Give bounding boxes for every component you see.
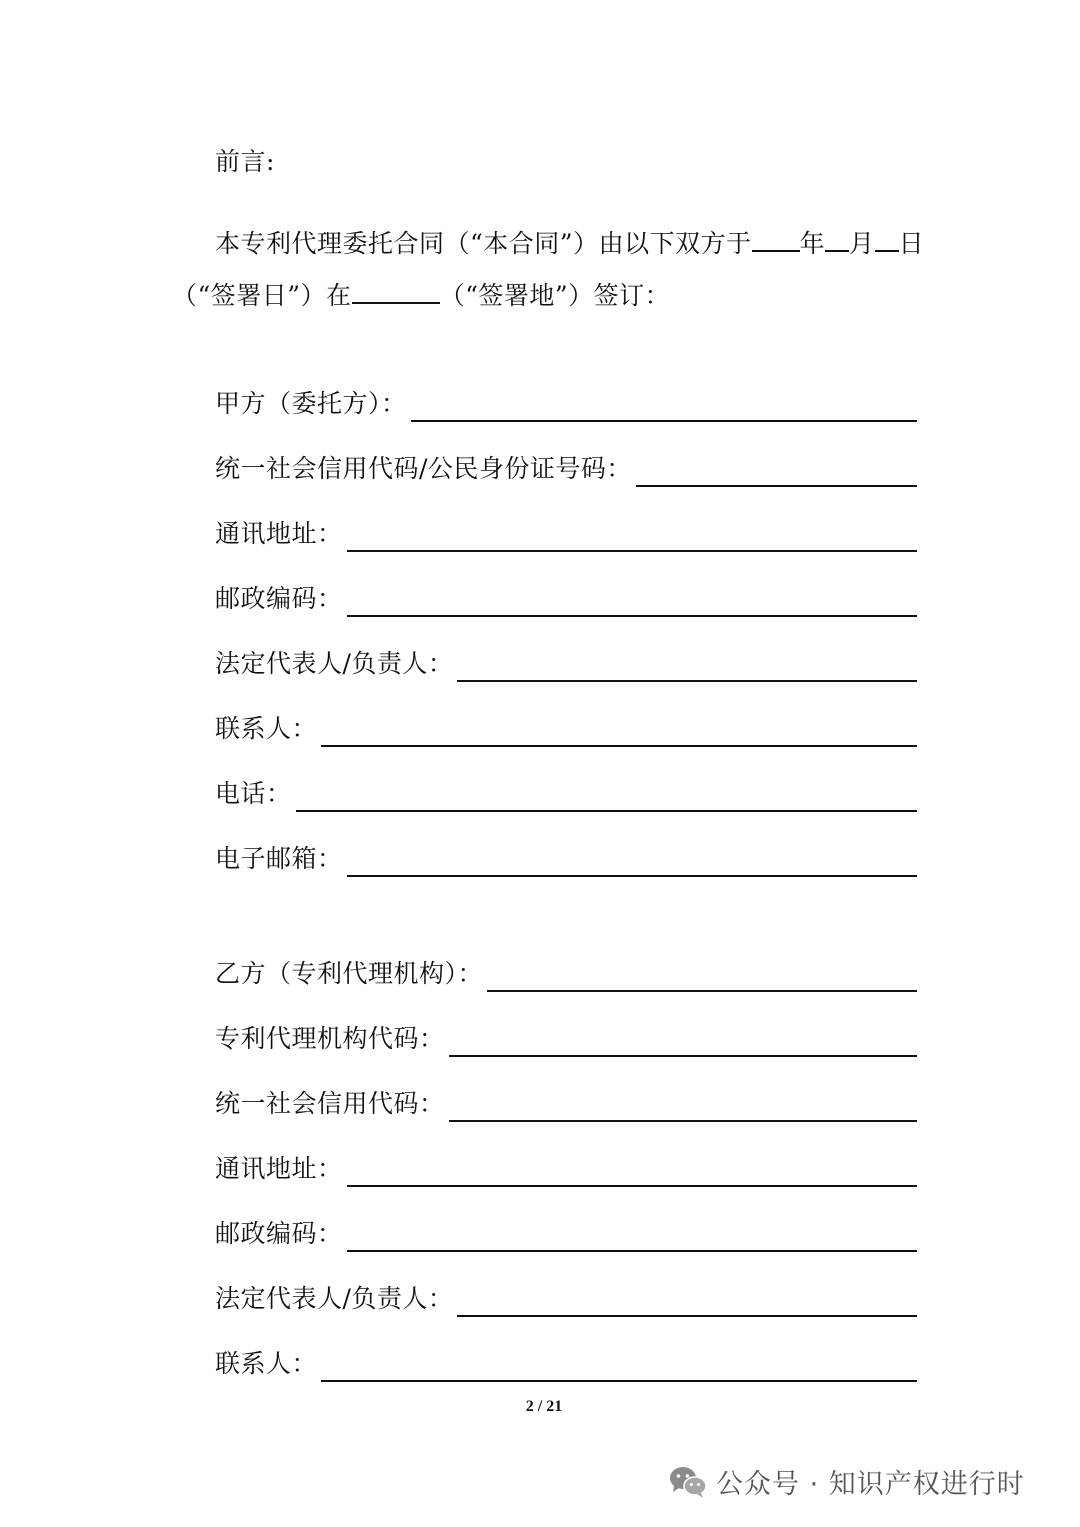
party-a-address-field bbox=[215, 512, 917, 552]
wechat-icon bbox=[668, 1465, 708, 1499]
party-b-credit-code-field bbox=[215, 1082, 917, 1122]
field-label: 邮政编码： bbox=[215, 584, 343, 613]
place-blank bbox=[352, 278, 440, 304]
intro-line-1 bbox=[215, 226, 924, 260]
field-label: 通讯地址： bbox=[215, 519, 343, 548]
year-label: 年 bbox=[799, 229, 826, 258]
fill-line bbox=[457, 650, 917, 682]
month-label: 月 bbox=[849, 229, 875, 258]
fill-line bbox=[411, 390, 917, 422]
field-label: 联系人： bbox=[215, 714, 318, 743]
party-a-credit-code-field bbox=[215, 447, 917, 487]
party-a-phone-field bbox=[215, 772, 917, 812]
fill-line bbox=[321, 1350, 917, 1382]
field-label: 电子邮箱： bbox=[215, 844, 343, 873]
party-a-name-field bbox=[215, 382, 917, 422]
party-b-postcode-field bbox=[215, 1212, 917, 1252]
party-a-email-field bbox=[215, 837, 917, 877]
intro-text-2: （“签署日”）在 bbox=[172, 281, 352, 310]
month-blank bbox=[825, 226, 849, 252]
preface-heading: 前言: bbox=[215, 147, 275, 176]
day-label: 日 bbox=[898, 229, 925, 258]
party-b-agency-code-field bbox=[215, 1017, 917, 1057]
intro-text-3: （“签署地”）签订： bbox=[439, 281, 671, 310]
fill-line bbox=[347, 1220, 917, 1252]
party-b-representative-field bbox=[215, 1277, 917, 1317]
page-number: 2 / 21 bbox=[525, 1398, 563, 1415]
party-b-contact-field bbox=[215, 1342, 917, 1382]
field-label: 通讯地址： bbox=[215, 1154, 343, 1183]
fill-line bbox=[457, 1285, 917, 1317]
party-b-name-field bbox=[215, 952, 917, 992]
intro-text-1: 本专利代理委托合同（“本合同”）由以下双方于 bbox=[215, 229, 752, 258]
fill-line bbox=[449, 1090, 917, 1122]
party-a-representative-field bbox=[215, 642, 917, 682]
fill-line bbox=[449, 1025, 917, 1057]
field-label: 专利代理机构代码： bbox=[215, 1024, 445, 1053]
field-label: 统一社会信用代码： bbox=[215, 1089, 445, 1118]
field-label: 统一社会信用代码/公民身份证号码： bbox=[215, 454, 632, 483]
field-label: 法定代表人/负责人： bbox=[215, 649, 454, 678]
fill-line bbox=[347, 585, 917, 617]
intro-line-2 bbox=[172, 278, 670, 312]
fill-line bbox=[321, 715, 917, 747]
field-label: 联系人： bbox=[215, 1349, 318, 1378]
fill-line bbox=[487, 960, 917, 992]
field-label: 法定代表人/负责人： bbox=[215, 1284, 454, 1313]
watermark bbox=[668, 1462, 1025, 1501]
fill-line bbox=[347, 845, 917, 877]
day-blank bbox=[875, 226, 899, 252]
fill-line bbox=[636, 455, 917, 487]
fill-line bbox=[296, 780, 917, 812]
watermark-text: 公众号 · 知识产权进行时 bbox=[716, 1469, 1025, 1500]
field-label: 乙方（专利代理机构）： bbox=[215, 959, 484, 988]
field-label: 电话： bbox=[215, 779, 292, 808]
party-b-address-field bbox=[215, 1147, 917, 1187]
party-a-contact-field bbox=[215, 707, 917, 747]
year-blank bbox=[752, 226, 800, 252]
party-a-postcode-field bbox=[215, 577, 917, 617]
fill-line bbox=[347, 520, 917, 552]
fill-line bbox=[347, 1155, 917, 1187]
field-label: 邮政编码： bbox=[215, 1219, 343, 1248]
field-label: 甲方（委托方）： bbox=[215, 389, 407, 418]
